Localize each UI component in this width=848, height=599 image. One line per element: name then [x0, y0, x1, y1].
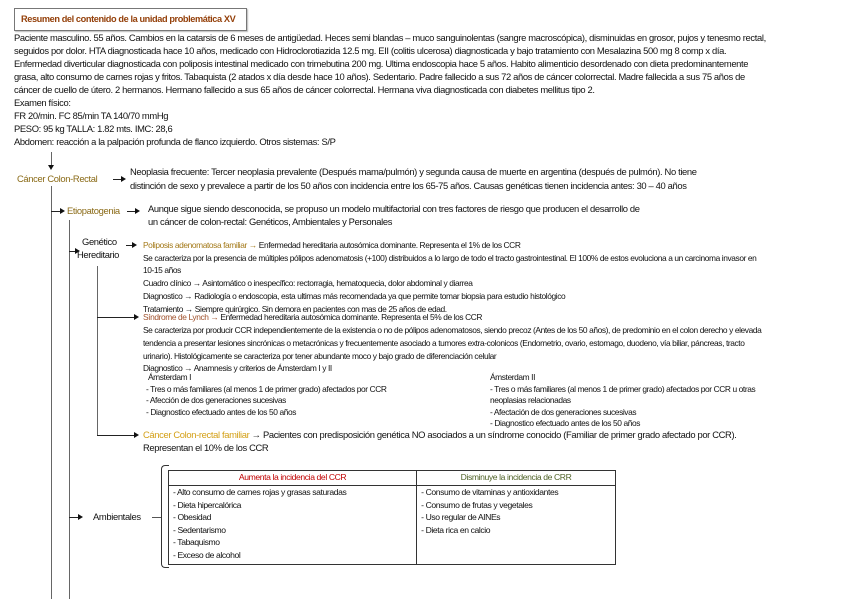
case-line: Abdomen: reacción a la palpación profunda de flanco izquierdo. Otros sistemas: S/P	[14, 136, 336, 147]
ambientales-label: Ambientales	[93, 511, 141, 522]
arrow-right-icon	[78, 514, 83, 520]
etio-line: un cáncer de colon-rectal: Genéticos, Ambientales y Personales	[148, 216, 393, 227]
case-line: cáncer de cuello de útero. 2 hermanos. Hermano fallecido a sus 65 años de cáncer colorrectal. Hermana viva diagnosticada con diabetes mellitus tipo 2.	[14, 84, 595, 95]
title-box	[14, 8, 247, 31]
etiopatogenia-label: Etiopatogenia	[67, 205, 120, 216]
ambientales-table	[168, 470, 616, 565]
aumenta-item: - Alto consumo de carnes rojas y grasas saturadas	[173, 487, 347, 497]
polipos-line: Cuadro clínico → Asintomático o inespecífico: rectorragia, hematoquecia, dolor abdominal y diarrea	[143, 278, 473, 288]
arrow-line	[127, 211, 135, 212]
polipos-label: Poliposis adenomatosa familiar	[143, 240, 247, 250]
polipos-line: 10-15 años	[143, 265, 181, 275]
arrow-right-icon	[135, 208, 140, 214]
amsterdam-2-title: Ámsterdam II	[490, 372, 535, 382]
arrow-icon: →	[251, 429, 261, 440]
amsterdam-2-item: neoplasias relacionadas	[490, 395, 571, 405]
document-title: Resumen del contenido de la unidad problemática XV	[21, 14, 236, 24]
polipos-line: Tratamiento → Siempre quirúrgico. Sin demora en pacientes con mas de 25 años de edad.	[143, 304, 447, 314]
arrow-down-icon	[48, 165, 54, 170]
ccr-line: Neoplasia frecuente: Tercer neoplasia prevalente (Después mama/pulmón) y segunda causa de muerte en argentina (después de pulmón). No tiene	[130, 166, 697, 177]
case-line: seguidos por dolor. HTA diagnosticada hace 10 años, medicado con Hidroclorotiazida 12.5 mg. EII (colitis ulcerosa) diagnosticada y bajo tratamiento con Mesalazina 500 mg 8 comp x día.	[14, 45, 727, 56]
connector-line	[51, 186, 52, 599]
connector-line	[69, 220, 70, 599]
aumenta-item: - Exceso de alcohol	[173, 549, 241, 560]
lynch-head: Enfermedad hereditaria autosómica dominante. Representa el 5% de los CCR	[220, 312, 483, 322]
amsterdam-1-item: - Afección de dos generaciones sucesivas	[146, 395, 286, 405]
aumenta-item: - Obesidad	[173, 512, 212, 523]
arrow-line	[97, 317, 135, 318]
polipos-line: Se caracteriza por la presencia de múltiples pólipos adenomatosis (+100) distribuidos a lo largo de todo el tracto gastrointestinal. El 100% de estos evoluciona a un carcinoma invasor en	[143, 253, 757, 263]
case-line: Enfermedad diverticular diagnosticada con poliposis intestinal medicado con trimebutina 200 mg. Ultima endoscopia hace 5 años. Habito alimenticio desordenado con dieta predominantemente	[14, 58, 749, 69]
disminuye-item: - Consumo de vitaminas y antioxidantes	[421, 487, 559, 497]
case-line: Examen físico:	[14, 97, 71, 108]
ccr-label: Cáncer Colon-Rectal	[17, 173, 98, 184]
amsterdam-2-item: - Afectación de dos generaciones sucesivas	[490, 407, 637, 417]
disminuye-item: - Uso regular de AINEs	[421, 512, 501, 523]
aumenta-item: - Dieta hipercalórica	[173, 499, 242, 510]
arrow-line	[113, 179, 121, 180]
familiar-head: Pacientes con predisposición genética NO asociados a un síndrome conocido (Familiar de primer grado afectado por CCR).	[262, 429, 737, 440]
lynch-line: Diagnostico → Anamnesis y criterios de Ámsterdam I y II	[143, 363, 332, 373]
lynch-line: tendencia a presentar lesiones sincrónicas o metacrónicas y frecuentemente asociado a tumores extra-colonicos (Endometrio, ovario, estomago, duodeno, vía biliar, páncreas, tracto	[143, 338, 745, 348]
hereditario-label: Hereditario	[77, 249, 120, 260]
amsterdam-2-item: - Tres o más familiares (al menos 1 de primer grado) afectados por CCR u otras	[490, 384, 756, 394]
arrow-icon: →	[210, 312, 219, 322]
arrow-right-icon	[134, 314, 139, 320]
case-line: grasa, alto consumo de carnes rojas y fritos. Tabaquista (2 atados x día desde hace 10 años). Sedentario. Padre fallecido a sus 72 años de cáncer colorrectal. Madre fallecida a sus 75 años de	[14, 71, 745, 82]
lynch-label: Síndrome de Lynch	[143, 312, 209, 322]
ccr-line: distinción de sexo y prevalece a partir de los 50 años con incidencia entre los 65-75 años. Causas genéticas tienen incidencia antes: 30 – 40 años	[130, 180, 687, 191]
brace-point	[152, 517, 161, 518]
disminuye-header: Disminuye la incidencia de CRR	[417, 471, 616, 486]
familiar-label: Cáncer Colon-rectal familiar	[143, 429, 250, 440]
lynch-line: Se caracteriza por producir CCR independientemente de la existencia o no de pólipos adenomatosos, siendo precoz (Antes de los 50 años), de predominio en el colon derecho y elevada	[143, 325, 762, 335]
case-line: Paciente masculino. 55 años. Cambios en la catarsis de 6 meses de antigüedad. Heces semi blandas – muco sanguinolentas (sangre macroscópica), disminuidas en grosor, pujos y tenesmo rectal,	[14, 32, 766, 43]
polipos-line: Diagnostico → Radiología o endoscopia, esta ultimas más recomendada ya que permite tomar biopsia para estudio histológico	[143, 291, 566, 301]
disminuye-item: - Consumo de frutas y vegetales	[421, 499, 533, 510]
polipos-head: Enfermedad hereditaria autosómica dominante. Representa el 1% de los CCR	[258, 240, 521, 250]
connector-line	[97, 266, 98, 436]
arrow-right-icon	[121, 176, 126, 182]
case-line: PESO: 95 kg TALLA: 1.82 mts. IMC: 28,6	[14, 123, 173, 134]
arrow-right-icon	[134, 432, 139, 438]
amsterdam-2-item: - Diagnostico efectuado antes de los 50 años	[490, 418, 641, 428]
genetico-label: Genético	[82, 236, 117, 247]
aumenta-item: - Tabaquismo	[173, 537, 220, 548]
lynch-line: urinario). Histológicamente se caracteriza por tener abundante moco y bajo grado de diferenciación celular	[143, 351, 497, 361]
arrow-right-icon	[60, 208, 65, 214]
connector-line	[51, 152, 52, 166]
arrow-icon: →	[248, 240, 257, 250]
aumenta-item: - Sedentarismo	[173, 524, 226, 535]
amsterdam-1-item: - Tres o más familiares (al menos 1 de primer grado) afectados por CCR	[146, 384, 387, 394]
etio-line: Aunque sigue siendo desconocida, se propuso un modelo multifactorial con tres factores de riesgo que producen el desarrollo de	[148, 203, 640, 214]
aumenta-header: Aumenta la incidencia del CCR	[169, 471, 417, 486]
disminuye-item: - Dieta rica en calcio	[421, 524, 491, 535]
familiar-line: Representan el 10% de los CCR	[143, 442, 269, 453]
amsterdam-1-item: - Diagnostico efectuado antes de los 50 años	[146, 407, 297, 417]
case-line: FR 20/min. FC 85/min TA 140/70 mmHg	[14, 110, 169, 121]
arrow-line	[97, 435, 135, 436]
amsterdam-1-title: Ámsterdam I	[148, 372, 192, 382]
arrow-right-icon	[132, 242, 137, 248]
